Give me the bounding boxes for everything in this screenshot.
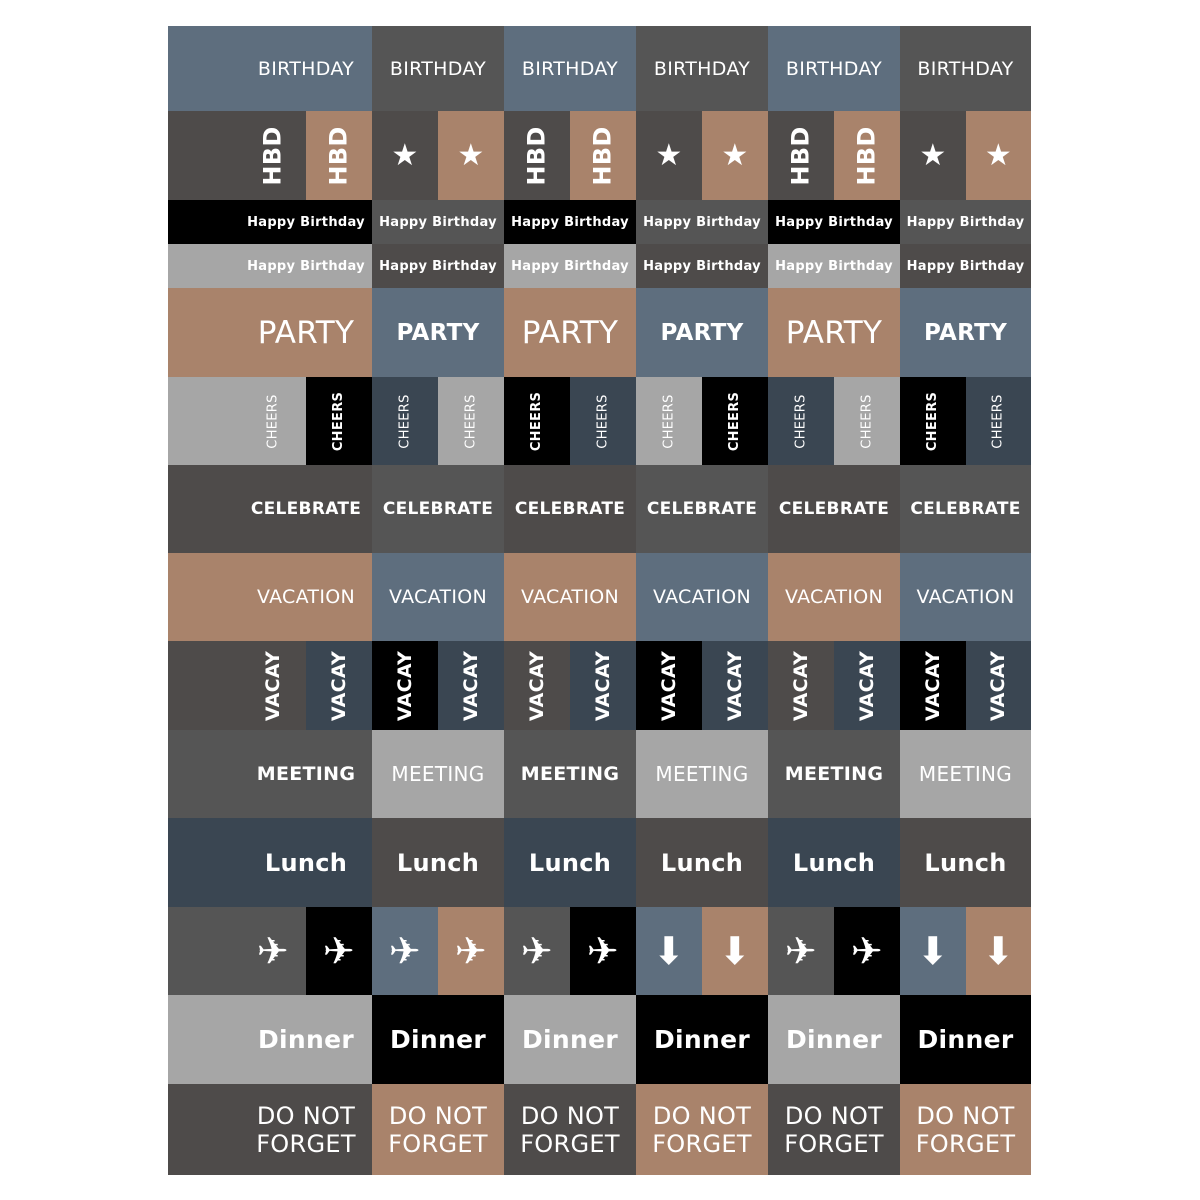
sticker-blank bbox=[168, 288, 240, 377]
sticker-vacay bbox=[702, 641, 768, 730]
sticker-party bbox=[504, 288, 636, 377]
sticker-label: MEETING bbox=[256, 763, 356, 785]
sticker-label: CHEERS bbox=[265, 393, 281, 449]
sticker-label: Happy Birthday bbox=[247, 214, 365, 230]
sticker-label: MEETING bbox=[918, 762, 1013, 786]
sticker-label: CELEBRATE bbox=[646, 499, 758, 519]
sticker-label: MEETING bbox=[655, 762, 749, 786]
sticker-celebrate bbox=[900, 465, 1031, 553]
sticker-arrow bbox=[636, 907, 702, 995]
sticker-meeting bbox=[372, 730, 504, 818]
sticker-label: VACAY bbox=[394, 650, 416, 721]
sticker-cheers bbox=[306, 377, 372, 465]
sticker-label: DO NOT FORGET bbox=[784, 1101, 884, 1158]
sticker-vacay bbox=[438, 641, 504, 730]
sticker-label: Lunch bbox=[792, 848, 876, 877]
sticker-label: PARTY bbox=[660, 319, 744, 346]
sticker-dinner bbox=[372, 995, 504, 1084]
sticker-star bbox=[372, 111, 438, 200]
sticker-star bbox=[900, 111, 966, 200]
sticker-label: VACAY bbox=[328, 650, 350, 721]
star-icon: ★ bbox=[655, 138, 683, 173]
sticker-blank bbox=[168, 1084, 240, 1175]
sticker-label: HBD bbox=[588, 125, 617, 186]
sticker-label: CHEERS bbox=[463, 393, 479, 449]
sticker-label: PARTY bbox=[257, 314, 355, 351]
sticker-lunch bbox=[372, 818, 504, 907]
sticker-cheers bbox=[702, 377, 768, 465]
sticker-happy-birthday bbox=[636, 244, 768, 288]
sticker-do-not-forget bbox=[504, 1084, 636, 1175]
sticker-cheers bbox=[372, 377, 438, 465]
sticker-lunch bbox=[240, 818, 372, 907]
sticker-label: VACAY bbox=[460, 650, 482, 721]
sticker-birthday bbox=[240, 26, 372, 111]
sticker-vacay bbox=[372, 641, 438, 730]
sticker-happy-birthday bbox=[372, 244, 504, 288]
sticker-plane bbox=[240, 907, 306, 995]
sticker-vacay bbox=[240, 641, 306, 730]
sticker-plane bbox=[570, 907, 636, 995]
sticker-label: BIRTHDAY bbox=[257, 57, 355, 80]
sticker-party bbox=[240, 288, 372, 377]
sticker-party bbox=[768, 288, 900, 377]
sticker-label: DO NOT FORGET bbox=[520, 1101, 620, 1158]
sticker-lunch bbox=[900, 818, 1031, 907]
sticker-label: HBD bbox=[786, 125, 815, 186]
sticker-vacay bbox=[504, 641, 570, 730]
sticker-birthday bbox=[900, 26, 1031, 111]
sticker-star bbox=[636, 111, 702, 200]
sticker-label: CHEERS bbox=[991, 393, 1006, 449]
sticker-label: VACATION bbox=[916, 586, 1015, 608]
sticker-cheers bbox=[504, 377, 570, 465]
sticker-label: CELEBRATE bbox=[910, 499, 1021, 519]
sticker-happy-birthday bbox=[240, 200, 372, 244]
sticker-birthday bbox=[768, 26, 900, 111]
sticker-label: Happy Birthday bbox=[247, 258, 365, 274]
sticker-vacation bbox=[240, 553, 372, 641]
sticker-vacay bbox=[636, 641, 702, 730]
sticker-label: CHEERS bbox=[925, 391, 941, 451]
sticker-celebrate bbox=[504, 465, 636, 553]
airplane-icon: ✈ bbox=[454, 929, 488, 973]
sticker-label: CELEBRATE bbox=[778, 499, 890, 519]
sticker-do-not-forget bbox=[636, 1084, 768, 1175]
sticker-label: HBD bbox=[522, 125, 551, 186]
sticker-cheers bbox=[900, 377, 966, 465]
sticker-label: CHEERS bbox=[859, 393, 875, 449]
sticker-label: PARTY bbox=[923, 319, 1008, 346]
sticker-label: VACAY bbox=[790, 650, 812, 721]
sticker-celebrate bbox=[240, 465, 372, 553]
sticker-label: Happy Birthday bbox=[775, 214, 893, 230]
sticker-lunch bbox=[504, 818, 636, 907]
sticker-plane bbox=[834, 907, 900, 995]
sticker-label: VACAY bbox=[526, 650, 548, 721]
sticker-do-not-forget bbox=[768, 1084, 900, 1175]
sticker-star bbox=[966, 111, 1031, 200]
sticker-label: Lunch bbox=[924, 848, 1007, 877]
arrow-down-icon: ⬇ bbox=[982, 929, 1015, 973]
sticker-blank bbox=[168, 995, 240, 1084]
sticker-plane bbox=[372, 907, 438, 995]
sticker-label: Happy Birthday bbox=[906, 258, 1025, 274]
sticker-vacation bbox=[504, 553, 636, 641]
sticker-label: Lunch bbox=[528, 848, 612, 877]
sticker-label: DO NOT FORGET bbox=[388, 1101, 488, 1158]
airplane-icon: ✈ bbox=[388, 929, 422, 973]
sticker-hbd bbox=[570, 111, 636, 200]
sticker-party bbox=[900, 288, 1031, 377]
sticker-label: Happy Birthday bbox=[379, 258, 497, 274]
sticker-label: BIRTHDAY bbox=[917, 57, 1014, 80]
sticker-blank bbox=[168, 111, 240, 200]
airplane-icon: ✈ bbox=[586, 929, 620, 973]
sticker-do-not-forget bbox=[240, 1084, 372, 1175]
sticker-label: HBD bbox=[852, 125, 881, 186]
sticker-vacay bbox=[966, 641, 1031, 730]
sticker-label: VACATION bbox=[520, 586, 619, 608]
sticker-label: HBD bbox=[258, 125, 287, 186]
sticker-happy-birthday bbox=[504, 200, 636, 244]
sticker-label: BIRTHDAY bbox=[389, 57, 487, 80]
sticker-label: BIRTHDAY bbox=[653, 57, 751, 80]
sticker-label: VACAY bbox=[724, 650, 746, 721]
sticker-blank bbox=[168, 730, 240, 818]
sticker-happy-birthday bbox=[768, 244, 900, 288]
sticker-do-not-forget bbox=[900, 1084, 1031, 1175]
sticker-cheers bbox=[834, 377, 900, 465]
sticker-meeting bbox=[504, 730, 636, 818]
sticker-plane bbox=[438, 907, 504, 995]
sticker-birthday bbox=[504, 26, 636, 111]
sticker-arrow bbox=[966, 907, 1031, 995]
sticker-label: VACAY bbox=[262, 650, 284, 721]
sticker-hbd bbox=[306, 111, 372, 200]
sticker-label: CHEERS bbox=[595, 393, 611, 449]
sticker-label: Dinner bbox=[653, 1025, 750, 1054]
sticker-label: Lunch bbox=[264, 848, 348, 877]
sticker-happy-birthday bbox=[240, 244, 372, 288]
sticker-label: VACAY bbox=[987, 650, 1010, 721]
star-icon: ★ bbox=[457, 138, 485, 173]
sticker-blank bbox=[168, 26, 240, 111]
sticker-cheers bbox=[438, 377, 504, 465]
sticker-dinner bbox=[240, 995, 372, 1084]
sticker-lunch bbox=[636, 818, 768, 907]
sticker-label: DO NOT FORGET bbox=[652, 1101, 752, 1158]
sticker-blank bbox=[168, 377, 240, 465]
sticker-label: DO NOT FORGET bbox=[256, 1101, 356, 1158]
sticker-label: BIRTHDAY bbox=[521, 57, 619, 80]
sticker-label: Happy Birthday bbox=[906, 214, 1025, 230]
sticker-label: CHEERS bbox=[331, 391, 347, 451]
sticker-blank bbox=[168, 465, 240, 553]
sticker-dinner bbox=[768, 995, 900, 1084]
sticker-label: Lunch bbox=[660, 848, 744, 877]
sticker-label: VACAY bbox=[922, 650, 944, 721]
sticker-hbd bbox=[834, 111, 900, 200]
sticker-blank bbox=[168, 641, 240, 730]
sticker-plane bbox=[504, 907, 570, 995]
sticker-label: CHEERS bbox=[529, 391, 545, 451]
sticker-star bbox=[702, 111, 768, 200]
sticker-label: VACATION bbox=[784, 586, 883, 608]
sticker-hbd bbox=[768, 111, 834, 200]
sticker-label: CHEERS bbox=[661, 393, 677, 449]
sticker-label: Dinner bbox=[389, 1025, 486, 1054]
sticker-label: PARTY bbox=[785, 314, 883, 351]
sticker-label: BIRTHDAY bbox=[785, 57, 883, 80]
sticker-label: MEETING bbox=[784, 763, 884, 785]
sticker-blank bbox=[168, 818, 240, 907]
sticker-label: VACATION bbox=[388, 586, 487, 608]
sticker-label: Dinner bbox=[257, 1025, 354, 1054]
sticker-star bbox=[438, 111, 504, 200]
sticker-vacay bbox=[570, 641, 636, 730]
sticker-label: VACATION bbox=[256, 586, 355, 608]
sticker-label: PARTY bbox=[396, 319, 480, 346]
sticker-meeting bbox=[240, 730, 372, 818]
sticker-label: CELEBRATE bbox=[514, 499, 626, 519]
sticker-arrow bbox=[702, 907, 768, 995]
sticker-label: DO NOT FORGET bbox=[915, 1101, 1016, 1158]
sticker-label: VACAY bbox=[592, 650, 614, 721]
sticker-happy-birthday bbox=[636, 200, 768, 244]
star-icon: ★ bbox=[721, 138, 749, 173]
sticker-label: CHEERS bbox=[793, 393, 809, 449]
sticker-dinner bbox=[636, 995, 768, 1084]
sticker-cheers bbox=[768, 377, 834, 465]
sticker-label: Dinner bbox=[785, 1025, 882, 1054]
sticker-blank bbox=[168, 244, 240, 288]
sticker-label: Happy Birthday bbox=[511, 258, 629, 274]
sticker-cheers bbox=[240, 377, 306, 465]
sticker-blank bbox=[168, 907, 240, 995]
sticker-happy-birthday bbox=[768, 200, 900, 244]
airplane-icon: ✈ bbox=[784, 929, 818, 973]
sticker-label: CELEBRATE bbox=[382, 499, 494, 519]
sticker-happy-birthday bbox=[900, 200, 1031, 244]
sticker-vacation bbox=[900, 553, 1031, 641]
star-icon: ★ bbox=[391, 138, 419, 173]
sticker-birthday bbox=[372, 26, 504, 111]
sticker-label: Dinner bbox=[917, 1025, 1014, 1054]
sticker-label: PARTY bbox=[521, 314, 619, 351]
sticker-vacation bbox=[636, 553, 768, 641]
sticker-happy-birthday bbox=[900, 244, 1031, 288]
sticker-dinner bbox=[900, 995, 1031, 1084]
sticker-vacay bbox=[900, 641, 966, 730]
sticker-label: Happy Birthday bbox=[775, 258, 893, 274]
sticker-cheers bbox=[966, 377, 1031, 465]
arrow-down-icon: ⬇ bbox=[718, 929, 752, 973]
sticker-label: Lunch bbox=[396, 848, 480, 877]
sticker-meeting bbox=[636, 730, 768, 818]
sticker-do-not-forget bbox=[372, 1084, 504, 1175]
sticker-label: Happy Birthday bbox=[643, 258, 761, 274]
sticker-plane bbox=[306, 907, 372, 995]
airplane-icon: ✈ bbox=[850, 929, 884, 973]
airplane-icon: ✈ bbox=[256, 929, 290, 973]
sticker-label: CHEERS bbox=[727, 391, 743, 451]
sticker-meeting bbox=[768, 730, 900, 818]
sticker-plane bbox=[768, 907, 834, 995]
sticker-blank bbox=[168, 553, 240, 641]
sticker-celebrate bbox=[768, 465, 900, 553]
star-icon: ★ bbox=[919, 138, 947, 173]
sticker-vacay bbox=[306, 641, 372, 730]
sticker-label: CELEBRATE bbox=[250, 499, 362, 519]
airplane-icon: ✈ bbox=[322, 929, 356, 973]
sticker-label: CHEERS bbox=[397, 393, 413, 449]
sticker-label: MEETING bbox=[391, 762, 485, 786]
sticker-label: Happy Birthday bbox=[643, 214, 761, 230]
sticker-label: Happy Birthday bbox=[379, 214, 497, 230]
star-icon: ★ bbox=[984, 138, 1013, 173]
sticker-label: HBD bbox=[324, 125, 353, 186]
sticker-vacation bbox=[372, 553, 504, 641]
sticker-cheers bbox=[636, 377, 702, 465]
sticker-vacation bbox=[768, 553, 900, 641]
sticker-hbd bbox=[504, 111, 570, 200]
sticker-happy-birthday bbox=[504, 244, 636, 288]
sticker-birthday bbox=[636, 26, 768, 111]
sticker-vacay bbox=[834, 641, 900, 730]
sticker-sheet bbox=[168, 26, 1031, 1175]
sticker-meeting bbox=[900, 730, 1031, 818]
sticker-party bbox=[636, 288, 768, 377]
sticker-lunch bbox=[768, 818, 900, 907]
sticker-label: MEETING bbox=[520, 763, 620, 785]
arrow-down-icon: ⬇ bbox=[916, 929, 950, 973]
sticker-dinner bbox=[504, 995, 636, 1084]
sticker-label: Dinner bbox=[521, 1025, 618, 1054]
sticker-vacay bbox=[768, 641, 834, 730]
sticker-label: VACAY bbox=[658, 650, 680, 721]
sticker-celebrate bbox=[636, 465, 768, 553]
sticker-celebrate bbox=[372, 465, 504, 553]
airplane-icon: ✈ bbox=[520, 929, 554, 973]
sticker-label: VACATION bbox=[652, 586, 751, 608]
sticker-blank bbox=[168, 200, 240, 244]
sticker-label: Happy Birthday bbox=[511, 214, 629, 230]
sticker-hbd bbox=[240, 111, 306, 200]
sticker-party bbox=[372, 288, 504, 377]
sticker-arrow bbox=[900, 907, 966, 995]
sticker-label: VACAY bbox=[856, 650, 878, 721]
sticker-cheers bbox=[570, 377, 636, 465]
sticker-happy-birthday bbox=[372, 200, 504, 244]
arrow-down-icon: ⬇ bbox=[652, 929, 686, 973]
